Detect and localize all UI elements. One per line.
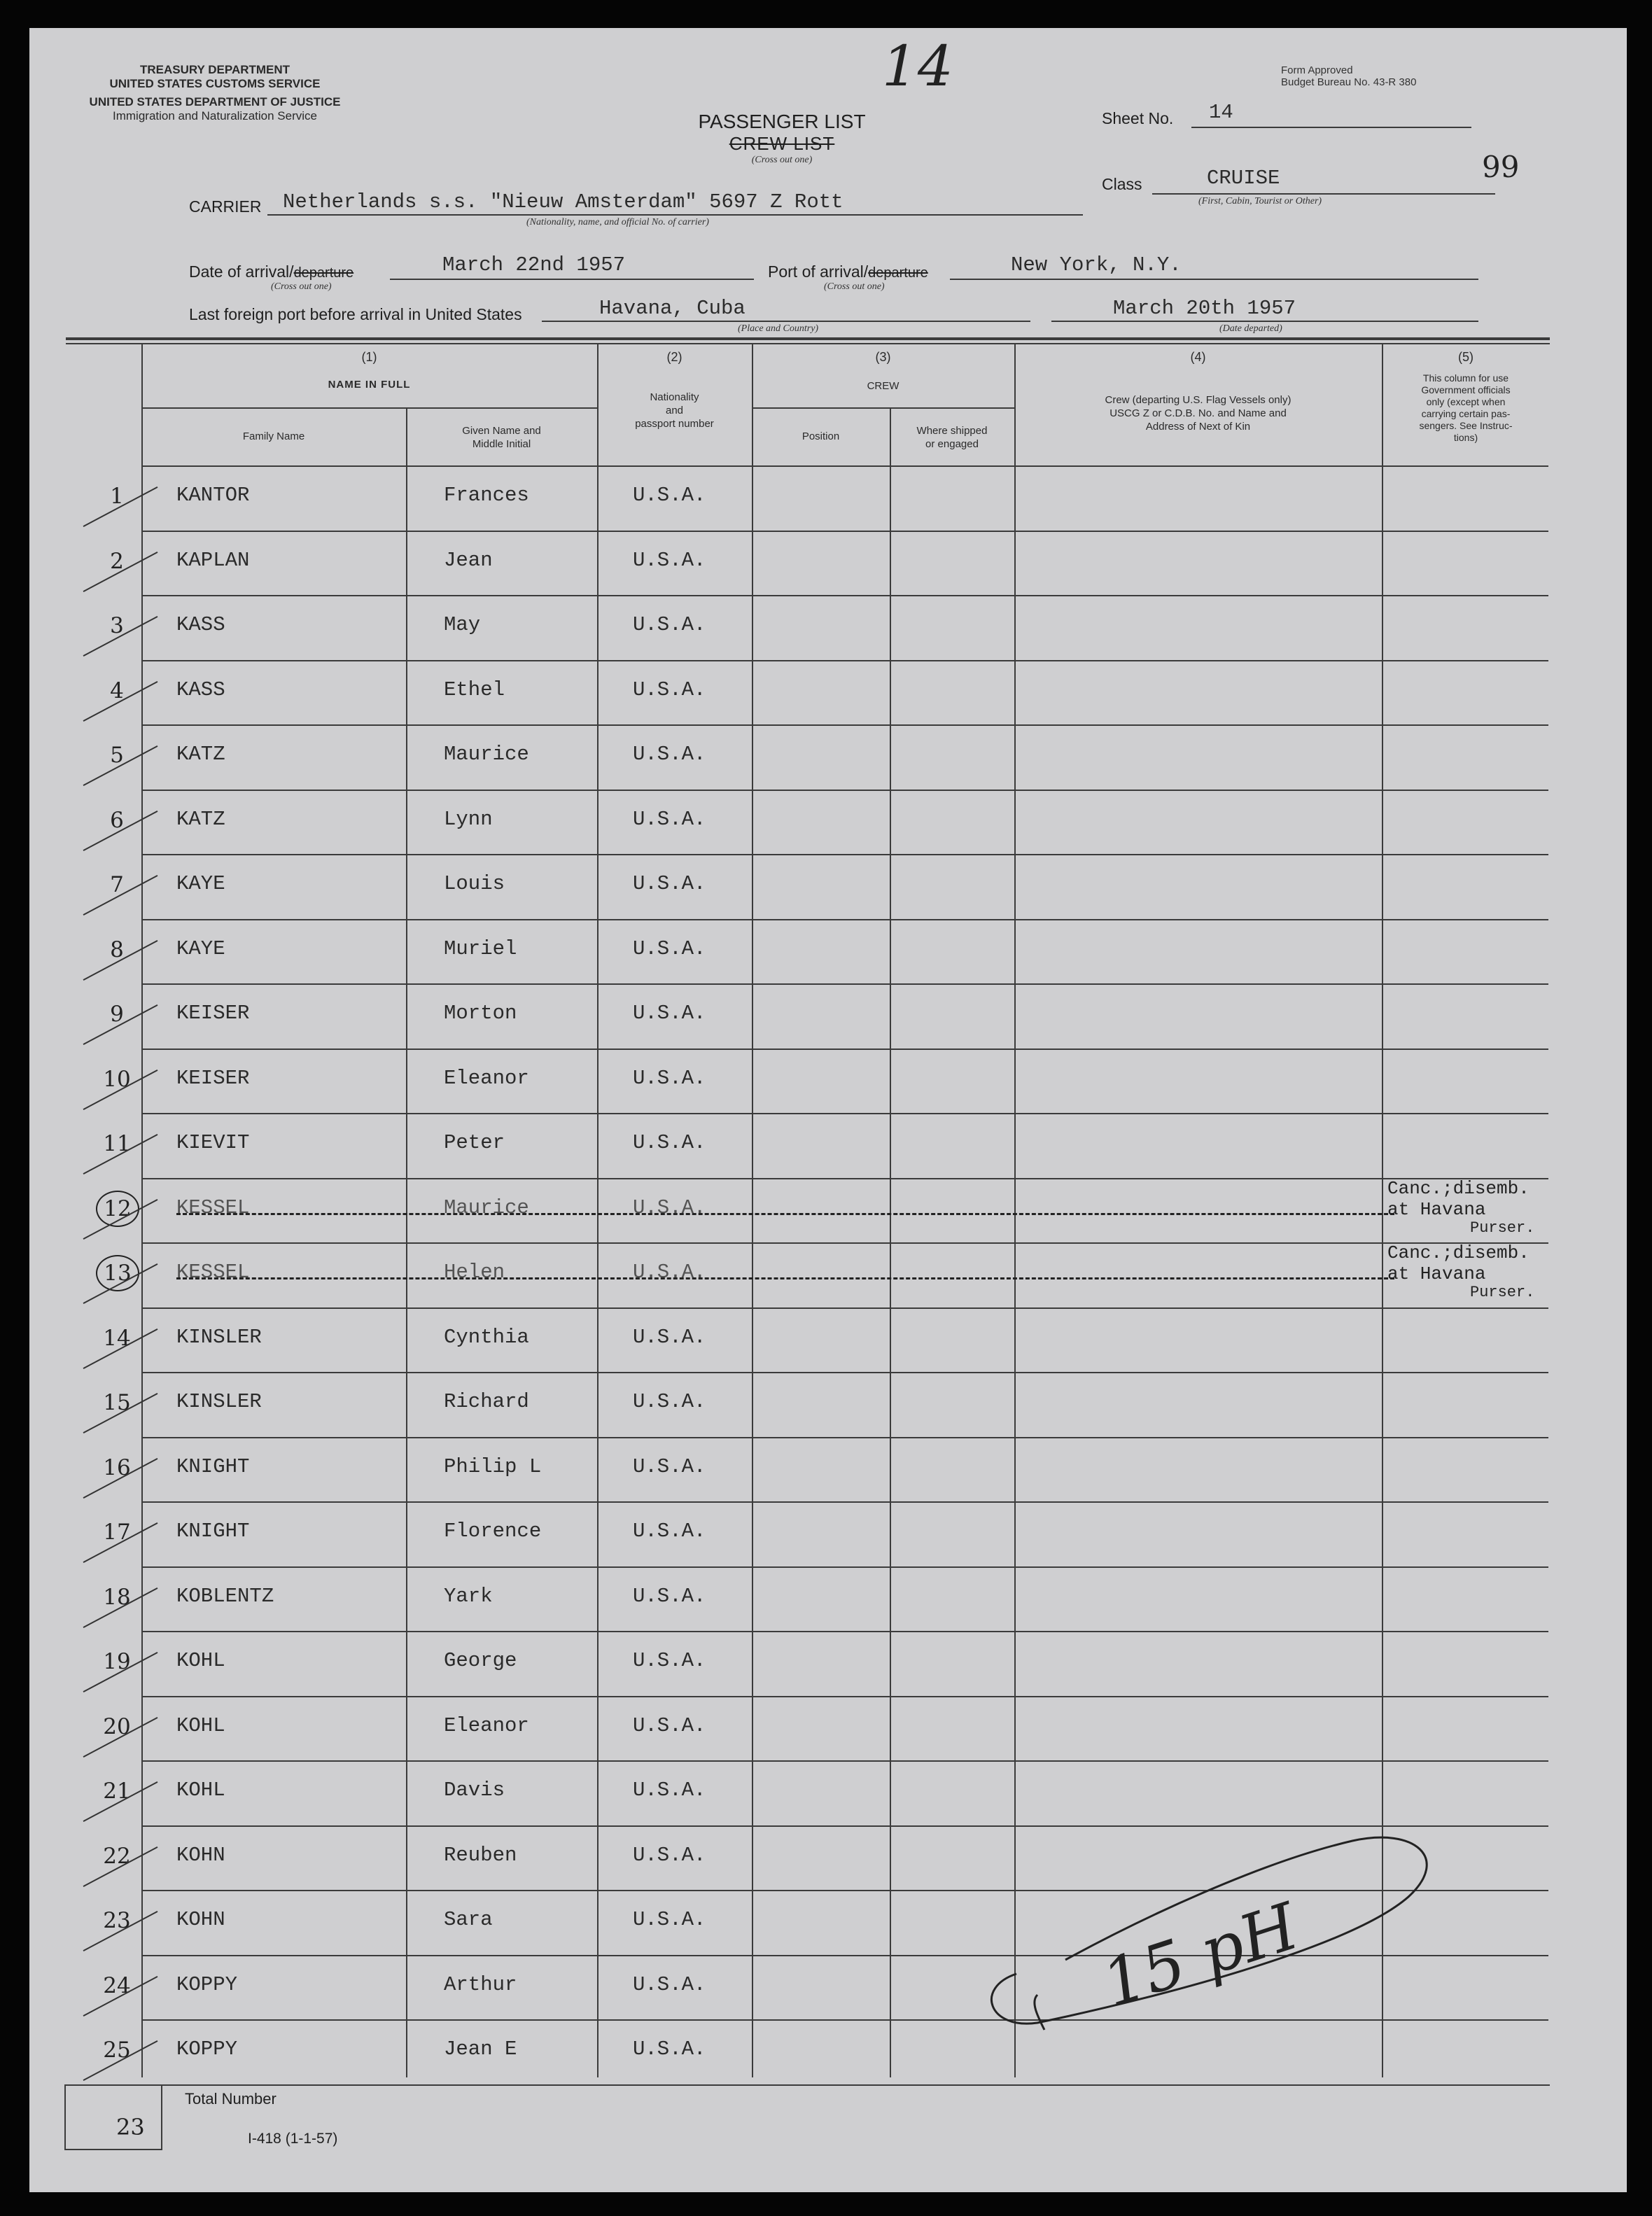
nationality: U.S.A. xyxy=(633,1131,706,1155)
form-number: I-418 (1-1-57) xyxy=(248,2131,338,2147)
total-value: 23 xyxy=(116,2114,145,2140)
handwritten-page-number: 14 xyxy=(882,34,953,99)
table-row xyxy=(29,1696,1627,1761)
family-name: KAYE xyxy=(176,937,225,960)
col4-line3: Address of Next of Kin xyxy=(1145,421,1251,433)
cross-out-note: (Cross out one) xyxy=(751,155,813,165)
table-row xyxy=(29,854,1627,919)
given-name: Cynthia xyxy=(444,1325,529,1349)
nationality: U.S.A. xyxy=(633,743,706,766)
given-name: George xyxy=(444,1649,517,1673)
given-name: Ethel xyxy=(444,678,505,701)
given-name: Maurice xyxy=(444,743,529,766)
given-name: Yark xyxy=(444,1584,493,1608)
table-row xyxy=(29,595,1627,660)
row-number: 9 xyxy=(110,1002,124,1028)
table-row xyxy=(29,1501,1627,1566)
table-row xyxy=(29,660,1627,725)
row-number: 2 xyxy=(110,548,124,574)
handwritten-note: 15 pH xyxy=(1093,1888,1307,2022)
table-row xyxy=(29,1631,1627,1696)
row-number: 8 xyxy=(110,937,124,962)
table-row xyxy=(29,790,1627,855)
col2-title xyxy=(597,391,752,430)
dept-justice: UNITED STATES DEPARTMENT OF JUSTICE xyxy=(89,95,341,108)
sheet-label: Sheet No. xyxy=(1102,109,1174,127)
given-name: Peter xyxy=(444,1131,505,1155)
port-cross-note: (Cross out one) xyxy=(824,281,885,292)
row-number: 5 xyxy=(110,743,124,769)
given-name: Frances xyxy=(444,484,529,507)
col5-line1: This column for use xyxy=(1422,372,1509,384)
port-label xyxy=(768,262,928,281)
department-block xyxy=(78,63,351,123)
row-number: 20 xyxy=(103,1713,131,1739)
row-number: 1 xyxy=(110,484,124,510)
given-name: Helen xyxy=(444,1261,505,1284)
nationality: U.S.A. xyxy=(633,1908,706,1932)
gov-remark-line: Canc.;disemb. xyxy=(1387,1177,1530,1199)
col4-number: (4) xyxy=(1190,350,1206,364)
family-name: KEISER xyxy=(176,1002,250,1025)
family-name: KATZ xyxy=(176,807,225,831)
nationality: U.S.A. xyxy=(633,1195,706,1219)
row-number: 15 xyxy=(103,1390,131,1416)
col5-number: (5) xyxy=(1458,350,1474,364)
row-number: 16 xyxy=(103,1454,131,1480)
row-number: 14 xyxy=(103,1325,131,1351)
col2-number: (2) xyxy=(666,350,682,364)
given-name: Arthur xyxy=(444,1972,517,1996)
table-row xyxy=(29,531,1627,596)
row-number: 3 xyxy=(110,613,124,639)
row-number: 23 xyxy=(103,1908,131,1934)
given-name: Maurice xyxy=(444,1195,529,1219)
port-line xyxy=(950,279,1478,280)
given-name: Jean E xyxy=(444,2038,517,2061)
nationality: U.S.A. xyxy=(633,1779,706,1802)
table-row xyxy=(29,1307,1627,1373)
col3b-line1: Where shipped xyxy=(916,425,988,437)
nationality: U.S.A. xyxy=(633,1002,706,1025)
family-name: KOBLENTZ xyxy=(176,1584,274,1608)
given-name: Louis xyxy=(444,872,505,896)
family-name: KANTOR xyxy=(176,484,250,507)
table-row xyxy=(29,465,1627,531)
table-row xyxy=(29,1242,1627,1307)
given-name: May xyxy=(444,613,481,637)
nationality: U.S.A. xyxy=(633,1520,706,1543)
nationality: U.S.A. xyxy=(633,1584,706,1608)
given-name: Davis xyxy=(444,1779,505,1802)
col2-line2: and xyxy=(665,405,684,416)
row-number: 22 xyxy=(103,1843,131,1869)
col2-line1: Nationality xyxy=(650,391,699,403)
col5-line4: carrying certain pas- xyxy=(1421,408,1511,419)
family-name: KINSLER xyxy=(176,1390,262,1414)
col4-line1: Crew (departing U.S. Flag Vessels only) xyxy=(1105,394,1292,406)
nationality: U.S.A. xyxy=(633,484,706,507)
nationality: U.S.A. xyxy=(633,1261,706,1284)
row-number: 17 xyxy=(103,1520,131,1545)
gov-remark-line: at Havana xyxy=(1387,1198,1486,1220)
table-row xyxy=(29,1760,1627,1825)
form-approved: Form Approved xyxy=(1281,64,1353,76)
sheet-line xyxy=(1191,127,1471,128)
col1b-line1: Given Name and xyxy=(462,425,541,437)
corner-number: 99 xyxy=(1482,150,1520,184)
nationality: U.S.A. xyxy=(633,548,706,572)
family-name: KAYE xyxy=(176,872,225,896)
date-value: March 22nd 1957 xyxy=(442,253,626,276)
col1-title: NAME IN FULL xyxy=(328,379,411,391)
gov-remark-line: at Havana xyxy=(1387,1263,1486,1284)
date-crossed: departure xyxy=(293,265,354,281)
family-name: KOHL xyxy=(176,1779,225,1802)
family-name: KASS xyxy=(176,678,225,701)
family-name: KATZ xyxy=(176,743,225,766)
given-name: Lynn xyxy=(444,807,493,831)
table-top-rule-2 xyxy=(66,343,1550,344)
col5-line2: Government officials xyxy=(1421,384,1511,395)
row-number: 7 xyxy=(110,872,124,898)
carrier-value: Netherlands s.s. "Nieuw Amsterdam" 5697 Z Rott xyxy=(283,190,844,213)
family-name: KIEVIT xyxy=(176,1131,250,1155)
col2-line3: passport number xyxy=(635,418,714,430)
family-name: KESSEL xyxy=(176,1195,250,1219)
table-top-rule xyxy=(66,337,1550,340)
port-crossed: departure xyxy=(868,265,928,281)
document-sheet xyxy=(29,28,1627,2192)
col4-title xyxy=(1014,393,1382,433)
given-name: Eleanor xyxy=(444,1713,529,1737)
col3-title: CREW xyxy=(867,380,899,392)
row-number: 11 xyxy=(103,1131,131,1157)
nationality: U.S.A. xyxy=(633,1390,706,1414)
family-name: KNIGHT xyxy=(176,1454,250,1478)
family-name: KASS xyxy=(176,613,225,637)
table-row xyxy=(29,1178,1627,1243)
col5-line5: sengers. See Instruc- xyxy=(1419,420,1513,431)
port-label-text: Port of arrival/ xyxy=(768,262,869,281)
last-port-value: Havana, Cuba xyxy=(599,297,746,320)
sheet-value: 14 xyxy=(1209,101,1233,124)
row-number: 10 xyxy=(103,1066,131,1092)
row-number: 18 xyxy=(103,1584,131,1610)
given-name: Muriel xyxy=(444,937,517,960)
row-number: 13 xyxy=(96,1255,139,1291)
row-number: 4 xyxy=(110,678,124,703)
family-name: KNIGHT xyxy=(176,1520,250,1543)
col3b-title xyxy=(890,424,1014,451)
table-row xyxy=(29,1372,1627,1437)
gov-remark-line: Purser. xyxy=(1470,1284,1535,1301)
nationality: U.S.A. xyxy=(633,1843,706,1867)
given-name: Eleanor xyxy=(444,1066,529,1090)
form-approved-block xyxy=(1281,64,1416,88)
given-name: Florence xyxy=(444,1520,542,1543)
col5-line6: tions) xyxy=(1453,432,1478,443)
row-number: 25 xyxy=(103,2038,131,2063)
family-name: KINSLER xyxy=(176,1325,262,1349)
col3-number: (3) xyxy=(875,350,891,364)
given-name: Jean xyxy=(444,548,493,572)
given-name: Philip L xyxy=(444,1454,542,1478)
list-title-block xyxy=(687,111,876,166)
nationality: U.S.A. xyxy=(633,1972,706,1996)
row-number: 6 xyxy=(110,807,124,833)
dept-immigration: Immigration and Naturalization Service xyxy=(113,109,317,122)
nationality: U.S.A. xyxy=(633,807,706,831)
nationality: U.S.A. xyxy=(633,2038,706,2061)
col5-line3: only (except when xyxy=(1426,396,1506,407)
family-name: KOPPY xyxy=(176,1972,238,1996)
table-row xyxy=(29,983,1627,1049)
class-value: CRUISE xyxy=(1207,167,1280,190)
col4-line2: USCG Z or C.D.B. No. and Name and xyxy=(1110,407,1287,419)
last-port-line xyxy=(542,321,1030,322)
carrier-caption: (Nationality, name, and official No. of carrier) xyxy=(526,217,709,227)
cancel-strike-line xyxy=(176,1277,1394,1279)
row-number: 12 xyxy=(96,1191,139,1227)
last-port-caption: (Place and Country) xyxy=(738,323,819,334)
family-name: KOHL xyxy=(176,1713,225,1737)
carrier-label: CARRIER xyxy=(189,197,262,216)
nationality: U.S.A. xyxy=(633,872,706,896)
nationality: U.S.A. xyxy=(633,1649,706,1673)
gov-remark xyxy=(1387,1178,1534,1237)
head-subrule-1 xyxy=(141,407,597,409)
nationality: U.S.A. xyxy=(633,613,706,637)
family-name: KOHL xyxy=(176,1649,225,1673)
footer-rule xyxy=(66,2084,1550,2086)
table-row xyxy=(29,1566,1627,1632)
nationality: U.S.A. xyxy=(633,1454,706,1478)
date-label xyxy=(189,262,354,281)
list-title-crossed: CREW LIST xyxy=(729,133,835,154)
col1b-title xyxy=(406,424,597,451)
col1-number: (1) xyxy=(361,350,377,364)
date-departed-line xyxy=(1051,321,1478,322)
family-name: KAPLAN xyxy=(176,548,250,572)
given-name: Morton xyxy=(444,1002,517,1025)
gov-remark-line: Purser. xyxy=(1470,1219,1535,1237)
gov-remark-line: Canc.;disemb. xyxy=(1387,1242,1530,1263)
scrawl-tail xyxy=(1035,1995,1044,2030)
dept-customs: UNITED STATES CUSTOMS SERVICE xyxy=(109,77,321,90)
family-name: KOHN xyxy=(176,1843,225,1867)
list-title: PASSENGER LIST xyxy=(698,111,866,132)
date-line xyxy=(390,279,754,280)
family-name: KOHN xyxy=(176,1908,225,1932)
date-departed-value: March 20th 1957 xyxy=(1113,297,1296,320)
col1a-title: Family Name xyxy=(242,430,305,442)
nationality: U.S.A. xyxy=(633,1066,706,1090)
col3a-title: Position xyxy=(802,430,840,442)
given-name: Richard xyxy=(444,1390,529,1414)
family-name: KEISER xyxy=(176,1066,250,1090)
last-port-label: Last foreign port before arrival in United States xyxy=(189,305,522,323)
table-row xyxy=(29,1113,1627,1178)
col5-title xyxy=(1382,372,1550,444)
row-number: 19 xyxy=(103,1649,131,1675)
port-value: New York, N.Y. xyxy=(1011,253,1182,276)
total-label: Total Number xyxy=(185,2090,276,2108)
family-name: KOPPY xyxy=(176,2038,238,2061)
nationality: U.S.A. xyxy=(633,1325,706,1349)
class-caption: (First, Cabin, Tourist or Other) xyxy=(1198,196,1322,206)
col1b-line2: Middle Initial xyxy=(472,438,531,450)
gov-remark xyxy=(1387,1242,1534,1301)
carrier-line xyxy=(267,214,1083,216)
head-subrule-3 xyxy=(752,407,1014,409)
cancel-strike-line xyxy=(176,1213,1394,1215)
row-number: 21 xyxy=(103,1779,131,1804)
nationality: U.S.A. xyxy=(633,937,706,960)
row-number: 24 xyxy=(103,1972,131,1998)
table-row xyxy=(29,1049,1627,1114)
family-name: KESSEL xyxy=(176,1261,250,1284)
nationality: U.S.A. xyxy=(633,678,706,701)
table-row xyxy=(29,919,1627,984)
date-cross-note: (Cross out one) xyxy=(271,281,332,292)
date-label-text: Date of arrival/ xyxy=(189,262,294,281)
table-row xyxy=(29,724,1627,790)
class-line xyxy=(1152,193,1495,195)
table-row xyxy=(29,1437,1627,1502)
total-box xyxy=(64,2084,162,2150)
dept-treasury: TREASURY DEPARTMENT xyxy=(139,63,290,76)
given-name: Sara xyxy=(444,1908,493,1932)
col3b-line2: or engaged xyxy=(925,438,979,450)
given-name: Reuben xyxy=(444,1843,517,1867)
nationality: U.S.A. xyxy=(633,1713,706,1737)
budget-bureau: Budget Bureau No. 43-R 380 xyxy=(1281,76,1417,88)
class-label: Class xyxy=(1102,175,1142,193)
date-departed-caption: (Date departed) xyxy=(1219,323,1282,334)
